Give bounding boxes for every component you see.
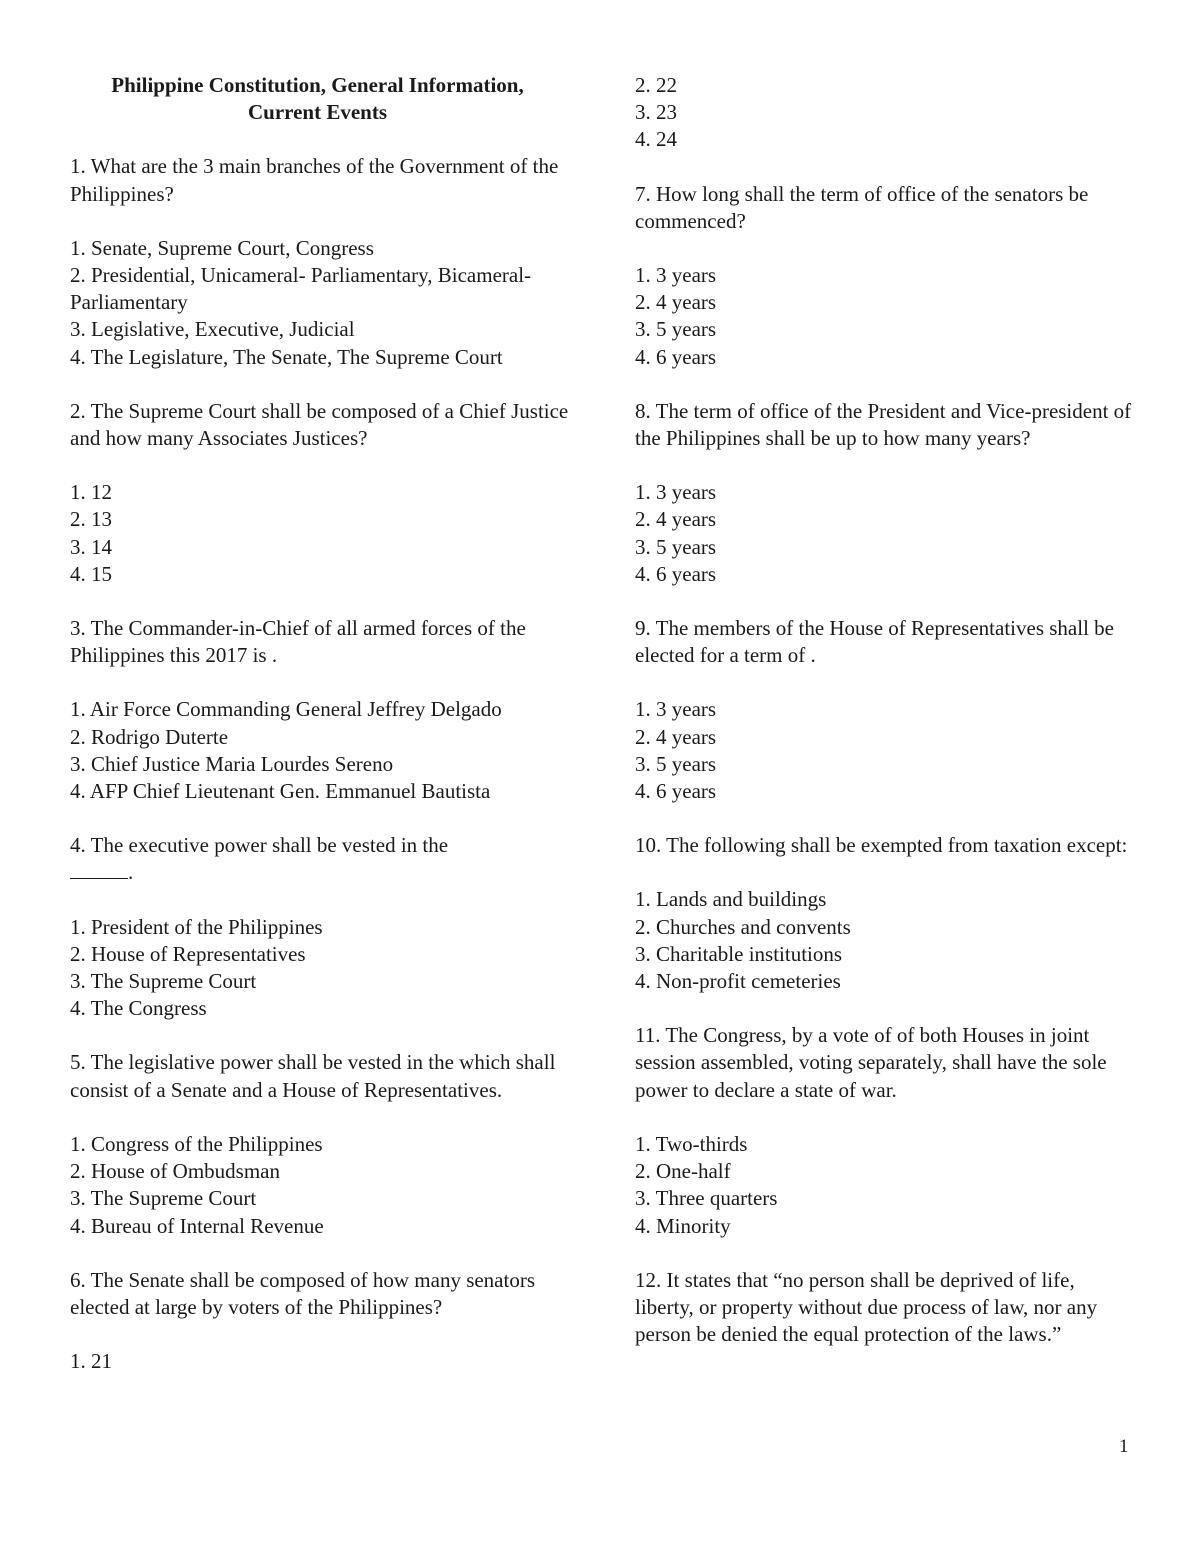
- question-7-options: [635, 262, 1135, 371]
- question-5: 5. The legislative power shall be vested in the which shall consist of a Senate and a House of Representatives.: [70, 1050, 556, 1102]
- question-7-option: 2. 4 years: [635, 290, 717, 315]
- question-10: 10. The following shall be exempted from taxation except:: [635, 833, 1128, 858]
- question-11-option: 1. Two-thirds: [635, 1131, 748, 1156]
- right-column: [635, 72, 1135, 1375]
- question-8-option: 2. 4 years: [635, 507, 717, 532]
- question-7-option: 3. 5 years: [635, 317, 717, 342]
- question-11-option: 3. Three quarters: [635, 1186, 778, 1211]
- question-3-option: 2. Rodrigo Duterte: [70, 724, 229, 749]
- question-2-option: 3. 14: [70, 534, 112, 559]
- question-3-option: 4. AFP Chief Lieutenant Gen. Emmanuel Bautista: [70, 779, 491, 804]
- question-3-option: 1. Air Force Commanding General Jeffrey Delgado: [70, 697, 502, 722]
- question-5-option: 2. House of Ombudsman: [70, 1159, 280, 1184]
- question-6-option: 1. 21: [70, 1349, 112, 1374]
- question-9: 9. The members of the House of Representatives shall be elected for a term of .: [635, 616, 1114, 668]
- question-4-option: 1. President of the Philippines: [70, 914, 323, 939]
- title-line-2: Current Events: [247, 100, 388, 125]
- left-column: [70, 72, 570, 1402]
- question-6-option: 3. 23: [635, 100, 677, 125]
- question-6: 6. The Senate shall be composed of how many senators elected at large by voters of the Philippines?: [70, 1267, 536, 1319]
- question-1-option: 3. Legislative, Executive, Judicial: [70, 317, 355, 342]
- question-8-option: 3. 5 years: [635, 534, 717, 559]
- question-4: [70, 832, 570, 886]
- question-2-option: 4. 15: [70, 561, 112, 586]
- question-10-option: 3. Charitable institutions: [635, 941, 843, 966]
- question-9-option: 1. 3 years: [635, 697, 717, 722]
- question-1-option: 2. Presidential, Unicameral- Parliamentary, Bicameral-Parliamentary: [70, 263, 532, 315]
- question-10-option: 2. Churches and convents: [635, 914, 851, 939]
- question-6-options-continued: [635, 72, 1135, 154]
- question-11-options: [635, 1131, 1135, 1240]
- question-1-option: 4. The Legislature, The Senate, The Supreme Court: [70, 344, 503, 369]
- question-3-option: 3. Chief Justice Maria Lourdes Sereno: [70, 751, 394, 776]
- question-9-option: 2. 4 years: [635, 724, 717, 749]
- question-3: 3. The Commander-in-Chief of all armed forces of the Philippines this 2017 is .: [70, 616, 526, 668]
- question-3-options: [70, 696, 570, 805]
- question-7: 7. How long shall the term of office of the senators be commenced?: [635, 181, 1089, 233]
- question-5-options: [70, 1131, 570, 1240]
- question-2-options: [70, 479, 570, 588]
- question-4-options: [70, 914, 570, 1023]
- question-10-option: 1. Lands and buildings: [635, 887, 827, 912]
- question-2-option: 1. 12: [70, 480, 112, 505]
- title-line-1: Philippine Constitution, General Information,: [111, 73, 524, 97]
- question-5-option: 1. Congress of the Philippines: [70, 1131, 323, 1156]
- question-4-option: 4. The Congress: [70, 996, 207, 1021]
- question-11: 11. The Congress, by a vote of of both Houses in joint session assembled, voting separately, shall have the sole power to declare a state of war.: [635, 1023, 1107, 1102]
- question-11-option: 4. Minority: [635, 1213, 731, 1238]
- question-6-option: 2. 22: [635, 73, 677, 97]
- question-4-end: .: [128, 860, 134, 885]
- answer-blank-line: [70, 860, 128, 879]
- question-8: 8. The term of office of the President and Vice-president of the Philippines shall be up to how many years?: [635, 398, 1132, 451]
- question-8-options: [635, 479, 1135, 588]
- document-title: [70, 72, 565, 126]
- question-4-option: 3. The Supreme Court: [70, 969, 257, 994]
- question-10-option: 4. Non-profit cemeteries: [635, 969, 841, 994]
- question-5-option: 3. The Supreme Court: [70, 1186, 257, 1211]
- question-9-option: 4. 6 years: [635, 779, 717, 804]
- question-8-option: 4. 6 years: [635, 561, 717, 586]
- question-1: 1. What are the 3 main branches of the Government of the Philippines?: [70, 154, 559, 206]
- question-6-options: [70, 1348, 570, 1375]
- question-9-option: 3. 5 years: [635, 751, 717, 776]
- question-1-options: [70, 235, 570, 371]
- question-4-text: 4. The executive power shall be vested in the: [70, 833, 449, 858]
- question-10-options: [635, 886, 1135, 995]
- question-5-option: 4. Bureau of Internal Revenue: [70, 1213, 324, 1238]
- page-number: 1: [1119, 1436, 1129, 1457]
- question-11-option: 2. One-half: [635, 1159, 731, 1184]
- question-8-option: 1. 3 years: [635, 480, 717, 505]
- question-1-option: 1. Senate, Supreme Court, Congress: [70, 235, 374, 260]
- question-2: 2. The Supreme Court shall be composed of a Chief Justice and how many Associates Justices?: [70, 398, 569, 451]
- question-7-option: 4. 6 years: [635, 344, 717, 369]
- question-9-options: [635, 696, 1135, 805]
- question-6-option: 4. 24: [635, 127, 677, 152]
- question-7-option: 1. 3 years: [635, 263, 717, 288]
- question-12: 12. It states that “no person shall be deprived of life, liberty, or property without due process of law, nor any person be denied the equal protection of the laws.”: [635, 1267, 1098, 1347]
- question-2-option: 2. 13: [70, 507, 112, 532]
- question-4-option: 2. House of Representatives: [70, 941, 306, 966]
